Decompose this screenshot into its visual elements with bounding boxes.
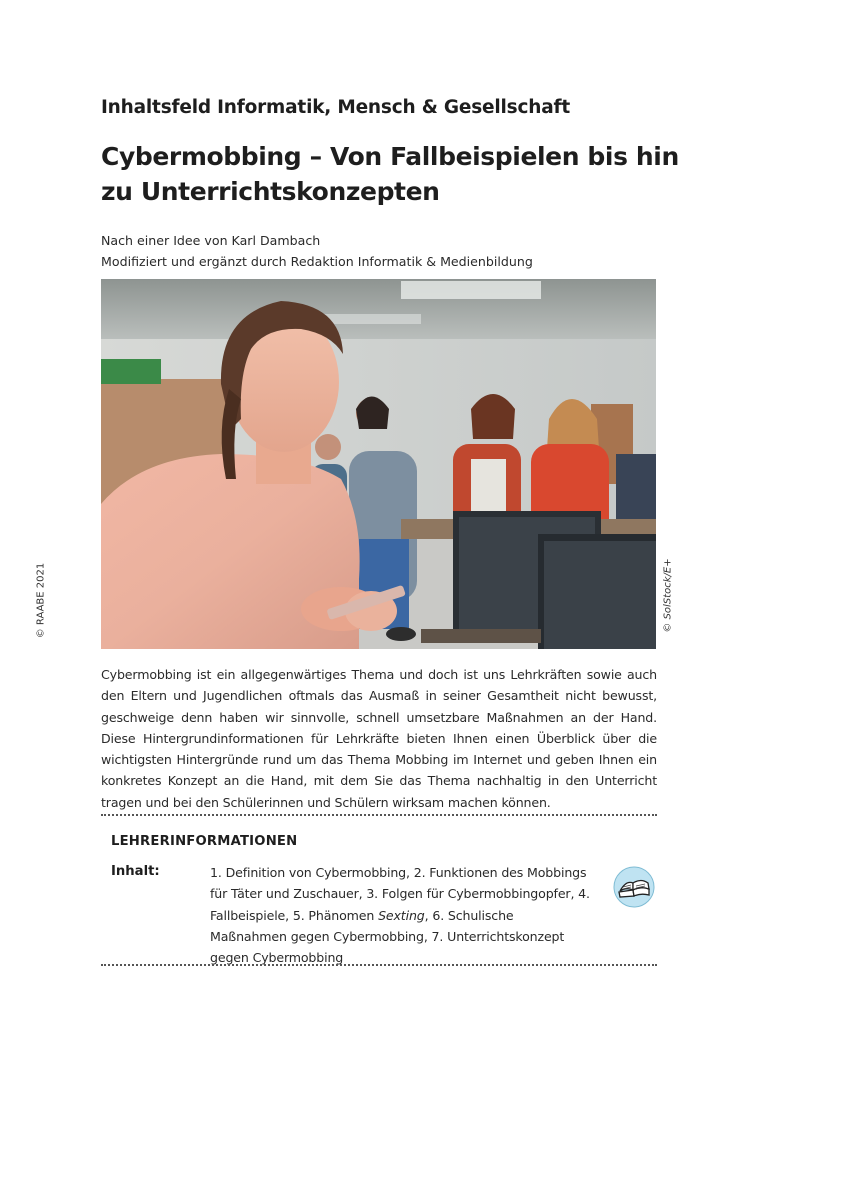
dotted-divider-top [101,814,657,816]
author-credit: Nach einer Idee von Karl Dambach [101,233,321,248]
teacher-info-heading: LEHRERINFORMATIONEN [111,834,298,849]
dotted-divider-bottom [101,964,657,966]
open-book-icon [613,866,655,908]
page-title [101,139,701,209]
subject-area: Inhaltsfeld Informatik, Mensch & Gesellschaft [101,97,570,118]
photo-credit: © SolStock/E+ [662,558,674,633]
title-line-1: Cybermobbing – Von Fallbeispielen bis hin [101,142,679,171]
title-line-2: zu Unterrichtskonzepten [101,177,440,206]
content-text-part-1: 1. Definition von Cybermobbing, 2. Funktionen des Mobbings für Täter und Zuschauer, 3. Folgen für Cybermobbingopfer, 4. Fallbeispiele, 5. Phänomen [210,865,590,923]
intro-paragraph: Cybermobbing ist ein allgegenwärtiges Thema und doch ist uns Lehrkräften sowie auch den Eltern und Jugendlichen oftmals das Ausmaß in seiner Gesamtheit nicht bewusst, geschweige denn haben wir sinnvolle, schnell umsetzbare Maßnahmen an der Hand. Diese Hintergrundinformationen für Lehrkräfte bieten Ihnen einen Überblick über die wichtigsten Hintergründe rund um das Thema Mobbing im Internet und geben Ihnen ein konkretes Konzept an die Hand, mit dem Sie das Thema nachhaltig in den Unterricht tragen und bei den Schülerinnen und Schülern wirksam machen können. [101,667,657,810]
cover-photo [101,279,656,649]
content-label: Inhalt: [111,864,160,879]
editor-credit: Modifiziert und ergänzt durch Redaktion Informatik & Medienbildung [101,254,533,269]
classroom-photo-illustration [101,279,656,649]
content-list [210,862,590,968]
content-text-part-2: , 6. Schulische Maßnahmen gegen Cybermobbing, 7. Unterrichtskonzept gegen Cybermobbing [210,907,565,966]
copyright-notice: © RAABE 2021 [35,562,47,639]
content-text-italic: Sexting [378,907,425,923]
